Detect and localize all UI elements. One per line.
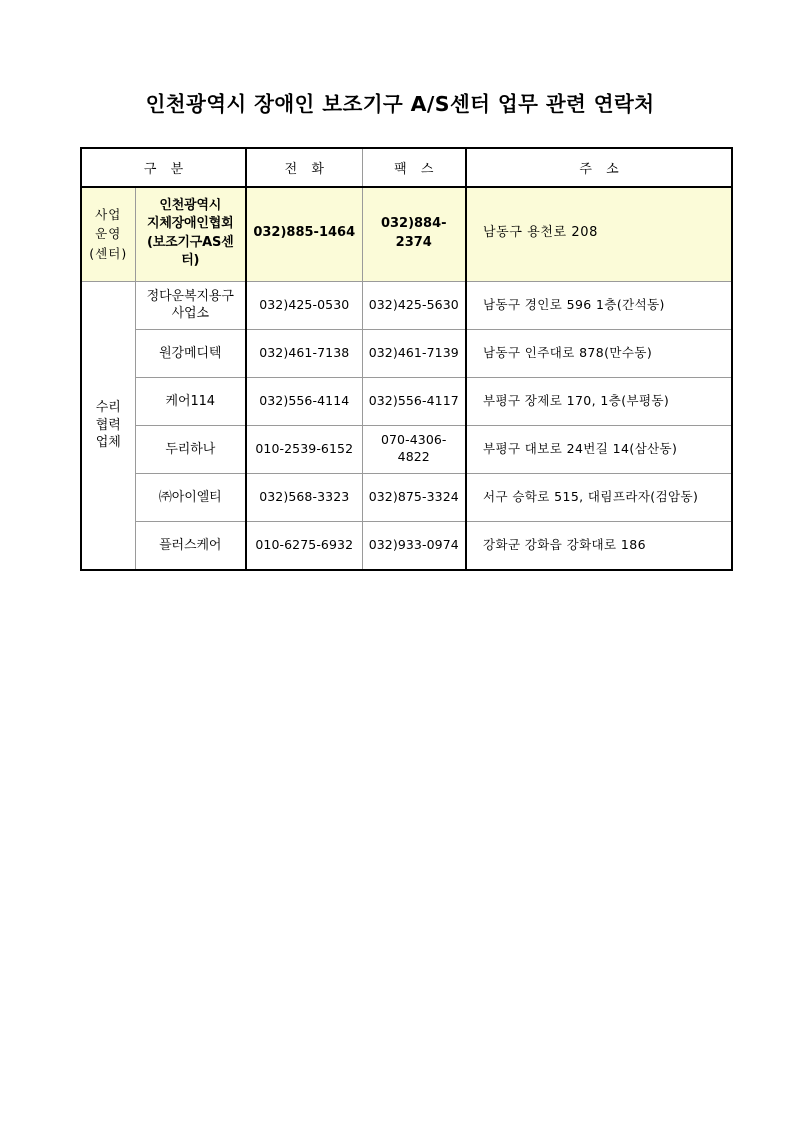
partner-address-value: 강화군 강화읍 강화대로 186 (483, 536, 646, 552)
partner-name-line-1: 플러스케어 (159, 537, 222, 553)
partner-name-lines (136, 389, 246, 415)
partner-address-value: 남동구 인주대로 878(만수동) (483, 344, 653, 360)
table-header (81, 148, 732, 187)
header-row (81, 148, 732, 187)
group-operating-line-1: 사업 (95, 206, 122, 222)
cell-partner-tel (246, 377, 362, 425)
cell-partner-tel (246, 521, 362, 570)
partner-name-line-1: 케어114 (165, 393, 215, 409)
group-repair-line-3: 업체 (95, 435, 121, 451)
partner-fax-value: 070-4306-4822 (380, 432, 447, 465)
partner-tel-value: 032)425-0530 (259, 296, 350, 312)
cell-center-address (466, 187, 732, 281)
partner-fax-value: 032)461-7139 (368, 344, 459, 360)
center-fax-value: 032)884-2374 (380, 216, 447, 250)
cell-partner-name (135, 329, 246, 377)
cell-partner-name (135, 521, 246, 570)
cell-partner-name (135, 377, 246, 425)
partner-address-value: 서구 승학로 515, 대림프라자(검암동) (483, 488, 699, 504)
table-row (81, 329, 732, 377)
table-row (81, 521, 732, 570)
cell-partner-address (466, 473, 732, 521)
cell-partner-name (135, 473, 246, 521)
cell-partner-address (466, 329, 732, 377)
partner-tel-value: 010-6275-6932 (255, 536, 354, 552)
contacts-table (80, 147, 733, 571)
group-repair-lines (82, 399, 135, 452)
partner-name-line-2: 사업소 (171, 306, 209, 322)
center-name-line-1: 인천광역시 (159, 198, 222, 213)
center-name-line-3: (보조기구AS센터) (146, 234, 234, 269)
table-body (81, 187, 732, 570)
group-repair-line-1: 수리 (95, 399, 121, 415)
partner-tel-value: 032)461-7138 (259, 344, 350, 360)
table-row-operating-center (81, 187, 732, 281)
partner-fax-value: 032)875-3324 (368, 488, 459, 504)
partner-name-line-1: 정다운복지용구 (146, 288, 234, 304)
group-operating-lines (82, 196, 135, 273)
cell-partner-address (466, 521, 732, 570)
column-header-fax: 팩 스 (362, 148, 466, 187)
table-row (81, 377, 732, 425)
partner-name-lines (136, 437, 246, 463)
partner-address-value: 부평구 대보로 24번길 14(삼산동) (483, 440, 678, 456)
center-tel-value: 032)885-1464 (253, 225, 356, 241)
partner-name-line-1: 두리하나 (165, 441, 216, 457)
partner-fax-value: 032)425-5630 (368, 296, 459, 312)
partner-fax-value: 032)556-4117 (368, 392, 459, 408)
cell-partner-fax (362, 473, 466, 521)
partner-name-lines (136, 341, 246, 367)
partner-tel-value: 032)556-4114 (259, 392, 350, 408)
cell-center-tel (246, 187, 362, 281)
center-name-lines (136, 188, 246, 281)
partner-address-value: 남동구 경인로 596 1층(간석동) (483, 296, 665, 312)
partner-tel-value: 010-2539-6152 (255, 440, 354, 456)
cell-group-repair-partners (81, 281, 135, 570)
cell-group-operating (81, 187, 135, 281)
column-header-group: 구 분 (81, 148, 246, 187)
partner-fax-value: 032)933-0974 (368, 536, 459, 552)
partner-name-line-1: ㈜아이엘티 (158, 489, 222, 505)
table-row (81, 425, 732, 473)
partner-name-lines (136, 284, 246, 327)
cell-partner-fax (362, 521, 466, 570)
cell-partner-tel (246, 473, 362, 521)
cell-center-fax (362, 187, 466, 281)
cell-partner-fax (362, 425, 466, 473)
table-row (81, 473, 732, 521)
cell-partner-address (466, 281, 732, 329)
contacts-table-container (80, 147, 731, 571)
partner-address-value: 부평구 장제로 170, 1층(부평동) (483, 392, 670, 408)
center-address-value: 남동구 용천로 208 (483, 225, 599, 241)
cell-center-name (135, 187, 246, 281)
cell-partner-fax (362, 377, 466, 425)
cell-partner-fax (362, 281, 466, 329)
cell-partner-name (135, 425, 246, 473)
cell-partner-tel (246, 425, 362, 473)
partner-name-line-1: 원강메디텍 (159, 345, 222, 361)
cell-partner-address (466, 377, 732, 425)
group-operating-line-3: (센터) (89, 245, 128, 261)
cell-partner-tel (246, 281, 362, 329)
partner-name-lines (136, 485, 246, 511)
cell-partner-tel (246, 329, 362, 377)
center-name-line-2: 지체장애인협회 (146, 216, 234, 232)
group-operating-line-2: 운영 (95, 226, 122, 242)
cell-partner-fax (362, 329, 466, 377)
partner-tel-value: 032)568-3323 (259, 488, 350, 504)
partner-name-lines (136, 533, 246, 559)
cell-partner-address (466, 425, 732, 473)
column-header-address: 주 소 (466, 148, 732, 187)
cell-partner-name (135, 281, 246, 329)
column-header-tel: 전 화 (246, 148, 362, 187)
page-title: 인천광역시 장애인 보조기구 A/S센터 업무 관련 연락처 (145, 92, 655, 116)
table-row (81, 281, 732, 329)
group-repair-line-2: 협력 (95, 417, 121, 433)
